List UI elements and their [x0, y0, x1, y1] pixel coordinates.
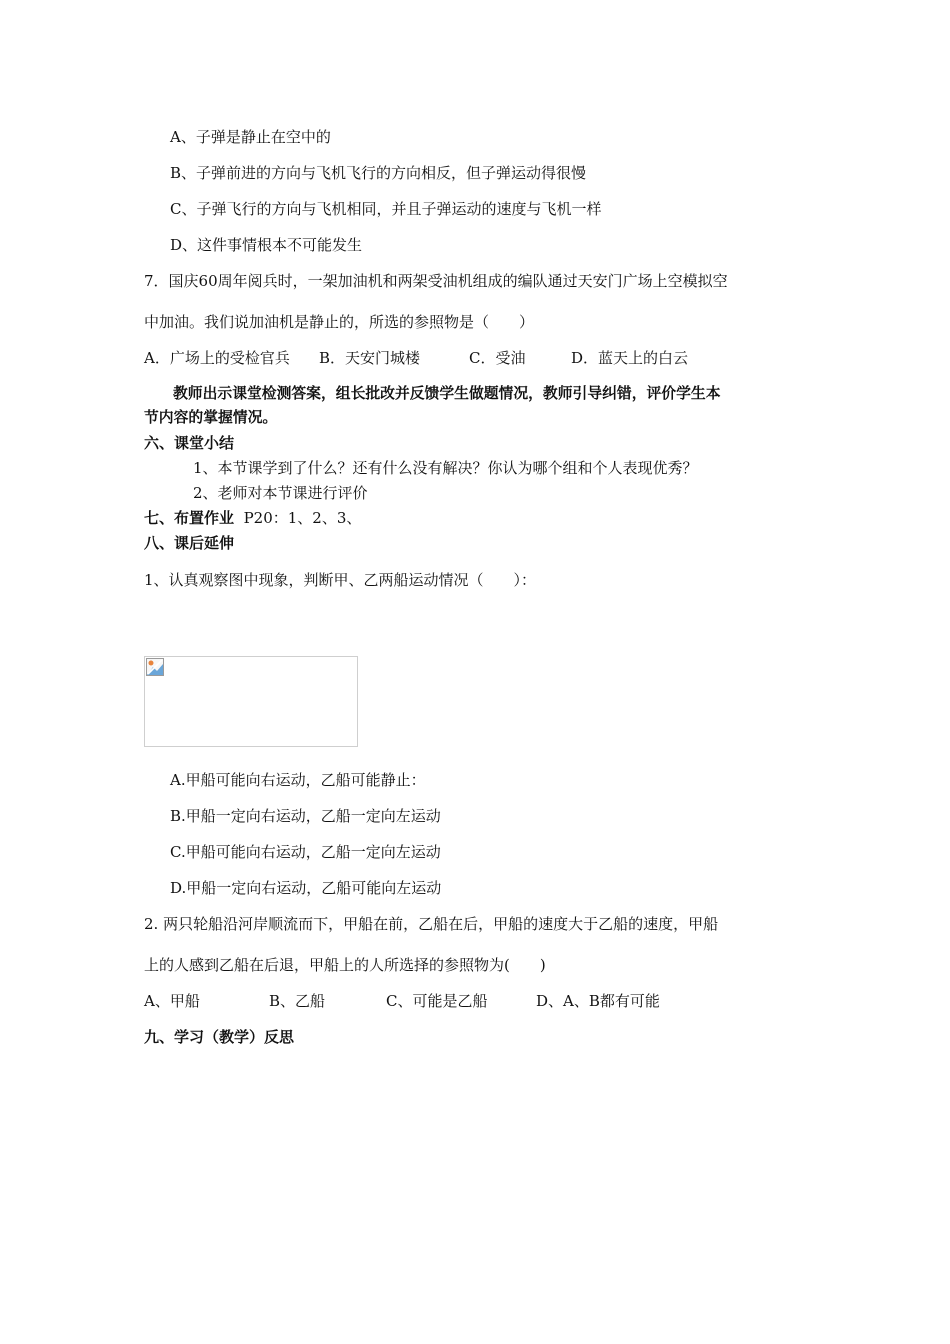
- section8-q2-option-b: B、乙船: [269, 992, 326, 1010]
- section7-row: [144, 508, 361, 528]
- section8-q2-line1: 2. 两只轮船沿河岸顺流而下，甲船在前，乙船在后，甲船的速度大于乙船的速度，甲船: [144, 915, 719, 933]
- section8-q1-option-c: C.甲船可能向右运动，乙船一定向左运动: [170, 843, 441, 861]
- section8-q2-options-row: [144, 991, 660, 1011]
- q7-option-b: B．天安门城楼: [319, 349, 421, 367]
- section8-q2-line2: 上的人感到乙船在后退，甲船上的人所选择的参照物为( ): [144, 956, 546, 974]
- q6-option-a: A、子弹是静止在空中的: [170, 128, 331, 146]
- q7-question-line2: 中加油。我们说加油机是静止的，所选的参照物是（ ）: [144, 313, 535, 331]
- q7-question-line1: 7．国庆60周年阅兵时，一架加油机和两架受油机组成的编队通过天安门广场上空模拟空: [144, 272, 728, 290]
- q6-option-c: C、子弹飞行的方向与飞机相同，并且子弹运动的速度与飞机一样: [170, 200, 602, 218]
- section6-item-2: 2、老师对本节课进行评价: [193, 484, 368, 502]
- section8-q1: 1、认真观察图中现象，判断甲、乙两船运动情况（ ）：: [144, 571, 537, 589]
- section8-q1-option-b: B.甲船一定向右运动，乙船一定向左运动: [170, 807, 441, 825]
- q7-option-d: D．蓝天上的白云: [571, 349, 689, 367]
- broken-image-icon: [146, 658, 164, 676]
- section7-content: P20：1、2、3、: [243, 509, 362, 527]
- section8-q2-option-a: A、甲船: [144, 992, 200, 1010]
- section8-q2-option-d: D、A、B都有可能: [536, 992, 660, 1010]
- section8-title: 八、课后延伸: [144, 534, 235, 552]
- teacher-note-line2: 节内容的掌握情况。: [144, 409, 278, 426]
- section9-title: 九、学习（教学）反思: [144, 1028, 295, 1046]
- section8-q1-option-d: D.甲船一定向右运动，乙船可能向左运动: [170, 879, 442, 897]
- q7-option-c: C．受油: [469, 349, 526, 367]
- section7-title: 七、布置作业: [144, 509, 235, 527]
- teacher-note-line1: 教师出示课堂检测答案，组长批改并反馈学生做题情况，教师引导纠错，评价学生本: [173, 385, 721, 402]
- section6-title: 六、课堂小结: [144, 434, 235, 452]
- boat-figure-placeholder: [144, 656, 358, 747]
- section8-q2-option-c: C、可能是乙船: [386, 992, 488, 1010]
- q6-option-d: D、这件事情根本不可能发生: [170, 236, 363, 254]
- section6-item-1: 1、本节课学到了什么？还有什么没有解决？你认为哪个组和个人表现优秀？: [193, 459, 698, 477]
- q6-option-b: B、子弹前进的方向与飞机飞行的方向相反，但子弹运动得很慢: [170, 164, 587, 182]
- q7-options-row: [144, 348, 688, 368]
- section8-q1-option-a: A.甲船可能向右运动，乙船可能静止：: [170, 771, 426, 789]
- q7-option-a: A．广场上的受检官兵: [144, 349, 290, 367]
